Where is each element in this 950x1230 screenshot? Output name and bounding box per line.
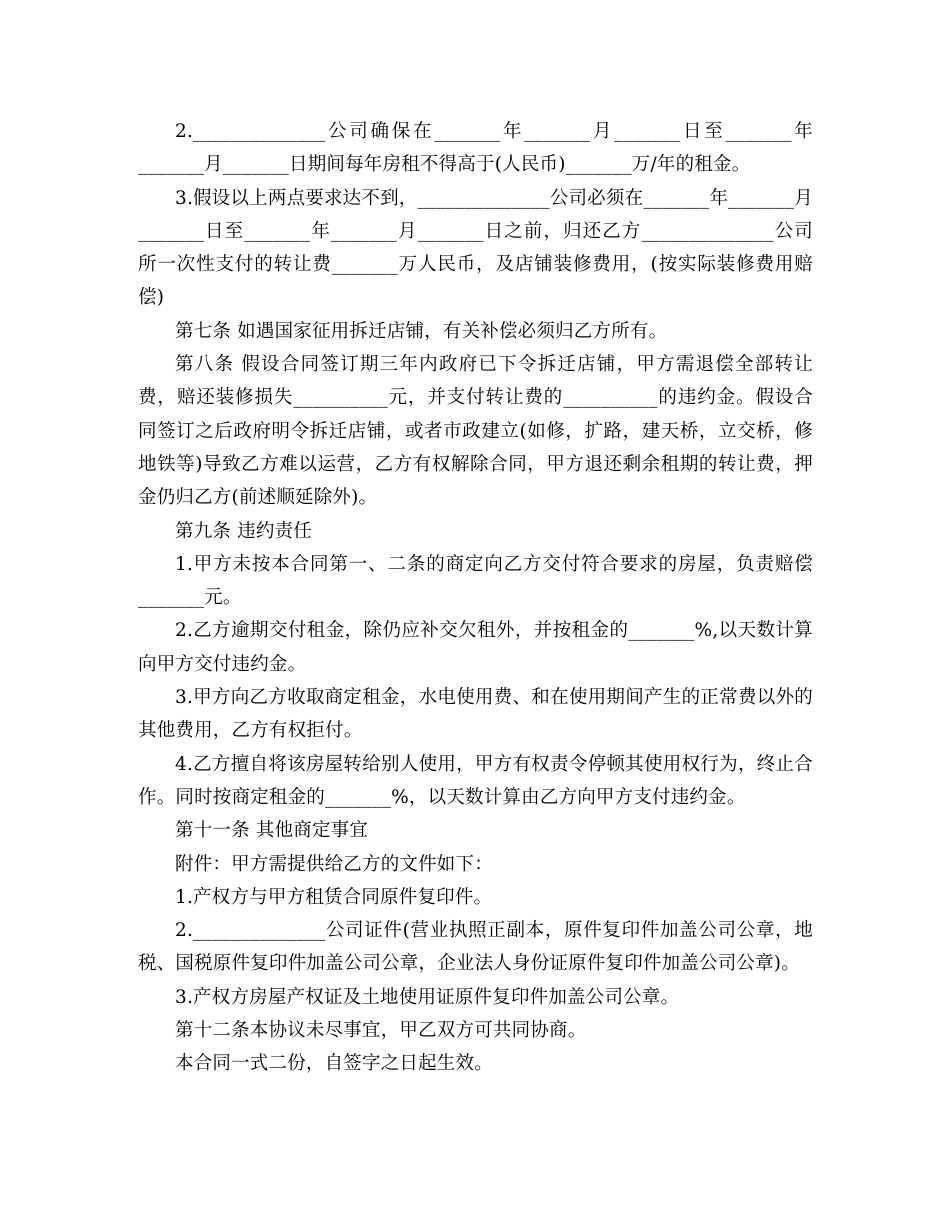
article-9-heading: 第九条 违约责任: [175, 520, 312, 542]
document-page: [138, 115, 813, 1081]
article-9-item-3: 3.甲方向乙方收取商定租金，水电使用费、和在使用期间产生的正常费以外的其他费用，乙方有权拒付。: [138, 687, 813, 742]
article-9-item-1: 1.甲方未按本合同第一、二条的商定向乙方交付符合要求的房屋，负责赔偿_______元。: [138, 553, 813, 609]
clause-3-refund: 3.假设以上两点要求达不到，______________公司必须在_______年_______月_______日至_______年_______月_______日之前，归还乙方______________公司所一次性支付的转让费_______万人民币，及店铺装修费用，(按实际装修费用赔偿): [138, 187, 813, 309]
article-8: 第八条 假设合同签订期三年内政府已下令拆迁店铺，甲方需退偿全部转让费，赔还装修损失__________元，并支付转让费的__________的违约金。假设合同签订之后政府明令拆迁店铺，或者市政建立(如修，扩路，建天桥，立交桥，修地铁等)导致乙方难以运营，乙方有权解除合同，甲方退还剩余租期的转让费，押金仍归乙方(前述顺延除外)。: [138, 354, 813, 509]
attachment-item-1: 1.产权方与甲方租赁合同原件复印件。: [175, 886, 493, 908]
attachment-item-3: 3.产权方房屋产权证及土地使用证原件复印件加盖公司公章。: [175, 986, 680, 1008]
clause-2-rent-cap: 2.______________公司确保在_______年_______月_______日至_______年_______月_______日期间每年房租不得高于(人民币)_______万/年的租金。: [138, 121, 813, 176]
article-11-heading: 第十一条 其他商定事宜: [175, 820, 369, 842]
closing-statement: 本合同一式二份，自签字之日起生效。: [175, 1053, 493, 1075]
article-7: 第七条 如遇国家征用拆迁店铺，有关补偿必须归乙方所有。: [175, 320, 668, 342]
article-12: 第十二条本协议未尽事宜，甲乙双方可共同协商。: [175, 1020, 587, 1042]
article-9-item-4: 4.乙方擅自将该房屋转给别人使用，甲方有权责令停顿其使用权行为，终止合作。同时按商定租金的_______%，以天数计算由乙方向甲方支付违约金。: [138, 753, 813, 808]
attachment-item-2: 2.______________公司证件(营业执照正副本，原件复印件加盖公司公章，地税、国税原件复印件加盖公司公章，企业法人身份证原件复印件加盖公司公章)。: [138, 920, 813, 975]
attachments-heading: 附件：甲方需提供给乙方的文件如下：: [175, 853, 493, 875]
article-9-item-2: 2.乙方逾期交付租金，除仍应补交欠租外，并按租金的_______%,以天数计算向甲方交付违约金。: [138, 620, 813, 675]
